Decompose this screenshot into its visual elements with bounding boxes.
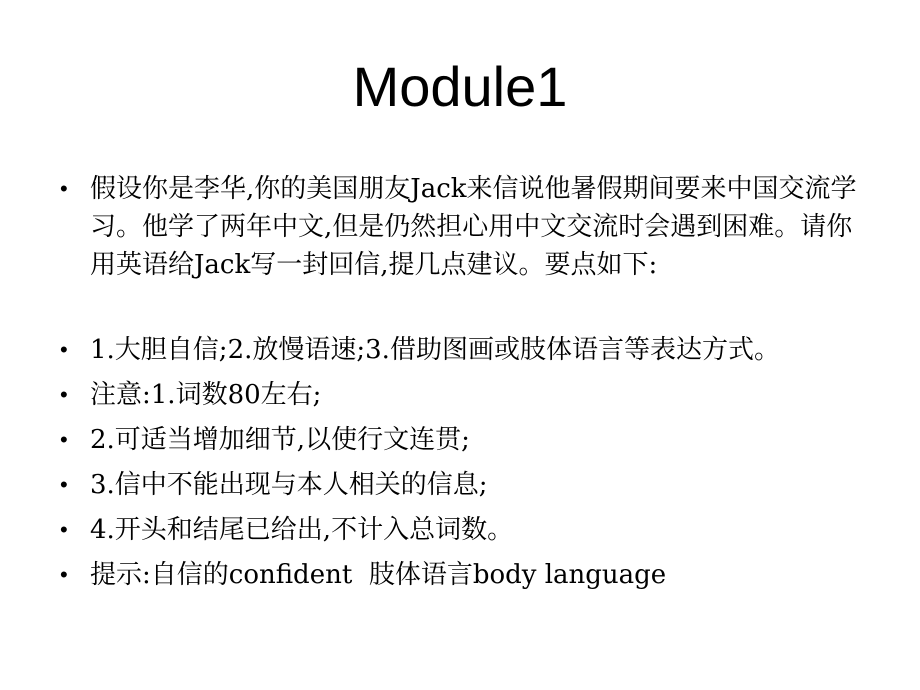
bullet-dot-icon: • [60,382,68,407]
bullet-item-note-2 [60,421,860,459]
bullet-text: 假设你是李华,你的美国朋友Jack来信说他暑假期间要来中国交流学习。他学了两年中文,但是仍然担心用中文交流时会遇到困难。请你用英语给Jack写一封回信,提几点建议。要点如下: [90,174,857,280]
bullet-item-task [60,170,860,284]
bullet-dot-icon: • [60,517,68,542]
bullet-item-note-1 [60,376,860,414]
bullet-dot-icon: • [60,427,68,452]
bullet-item-hint [60,556,860,594]
slide-title: Module1 [352,55,568,118]
bullet-text: 1.大胆自信;2.放慢语速;3.借助图画或肢体语言等表达方式。 [90,335,780,365]
bullet-dot-icon: • [60,176,68,201]
bullet-dot-icon: • [60,472,68,497]
bullet-item-note-4 [60,511,860,549]
bullet-text: 提示:自信的confident 肢体语言body language [90,560,667,590]
bullet-item-note-3 [60,466,860,504]
bullet-text: 4.开头和结尾已给出,不计入总词数。 [90,515,514,545]
bullet-list [60,170,860,594]
bullet-text: 注意:1.词数80左右; [90,380,322,410]
bullet-item-points [60,331,860,369]
bullet-text: 3.信中不能出现与本人相关的信息; [90,470,488,500]
bullet-text: 2.可适当增加细节,以使行文连贯; [90,425,470,455]
bullet-dot-icon: • [60,337,68,362]
bullet-dot-icon: • [60,562,68,587]
